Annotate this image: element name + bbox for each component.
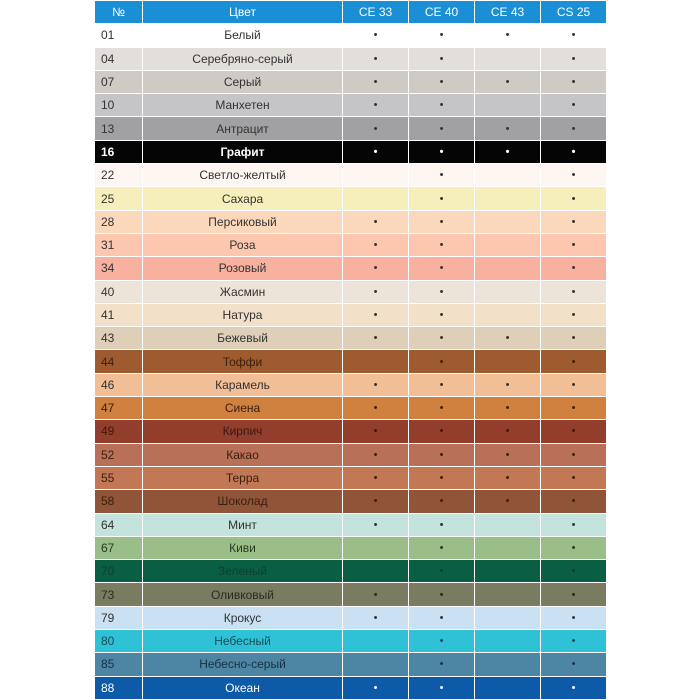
- color-name: Сахара: [143, 187, 343, 210]
- color-code: 07: [95, 70, 143, 93]
- availability-dot: •: [409, 233, 475, 256]
- availability-dot: •: [409, 606, 475, 629]
- availability-dot: •: [475, 327, 541, 350]
- color-table: [94, 0, 607, 700]
- color-code: 52: [95, 443, 143, 466]
- availability-dot: •: [475, 140, 541, 163]
- availability-empty: [475, 350, 541, 373]
- availability-empty: [475, 583, 541, 606]
- availability-dot: •: [409, 303, 475, 326]
- availability-dot: •: [343, 117, 409, 140]
- availability-dot: •: [409, 117, 475, 140]
- color-code: 25: [95, 187, 143, 210]
- availability-empty: [475, 94, 541, 117]
- color-code: 49: [95, 420, 143, 443]
- header-row: [95, 1, 607, 24]
- table-row: [95, 233, 607, 256]
- availability-empty: [343, 630, 409, 653]
- table-row: [95, 140, 607, 163]
- availability-dot: •: [475, 373, 541, 396]
- table-row: [95, 443, 607, 466]
- availability-dot: •: [343, 70, 409, 93]
- availability-empty: [343, 164, 409, 187]
- table-body: [95, 24, 607, 700]
- color-name: Натура: [143, 303, 343, 326]
- availability-dot: •: [343, 397, 409, 420]
- color-code: 70: [95, 560, 143, 583]
- availability-dot: •: [541, 47, 607, 70]
- availability-dot: •: [541, 583, 607, 606]
- color-code: 55: [95, 466, 143, 489]
- table-row: [95, 373, 607, 396]
- availability-dot: •: [409, 420, 475, 443]
- availability-dot: •: [343, 327, 409, 350]
- color-name: Антрацит: [143, 117, 343, 140]
- availability-dot: •: [409, 443, 475, 466]
- availability-dot: •: [409, 560, 475, 583]
- color-name: Роза: [143, 233, 343, 256]
- color-code: 10: [95, 94, 143, 117]
- color-code: 28: [95, 210, 143, 233]
- availability-empty: [475, 653, 541, 676]
- availability-dot: •: [409, 583, 475, 606]
- availability-dot: •: [541, 420, 607, 443]
- table-row: [95, 606, 607, 629]
- header-product: CE 40: [409, 1, 475, 24]
- availability-empty: [475, 47, 541, 70]
- color-name: Карамель: [143, 373, 343, 396]
- availability-empty: [475, 606, 541, 629]
- availability-dot: •: [541, 210, 607, 233]
- availability-dot: •: [541, 373, 607, 396]
- color-name: Графит: [143, 140, 343, 163]
- table-row: [95, 490, 607, 513]
- availability-dot: •: [475, 117, 541, 140]
- color-name: Белый: [143, 24, 343, 47]
- availability-dot: •: [343, 303, 409, 326]
- color-name: Бежевый: [143, 327, 343, 350]
- table-row: [95, 303, 607, 326]
- availability-dot: •: [541, 536, 607, 559]
- header-product: CE 33: [343, 1, 409, 24]
- availability-empty: [343, 187, 409, 210]
- color-name: Сиена: [143, 397, 343, 420]
- availability-dot: •: [541, 327, 607, 350]
- availability-dot: •: [409, 70, 475, 93]
- availability-empty: [475, 164, 541, 187]
- color-name: Оливковый: [143, 583, 343, 606]
- table-row: [95, 70, 607, 93]
- color-code: 88: [95, 676, 143, 699]
- color-code: 44: [95, 350, 143, 373]
- color-name: Жасмин: [143, 280, 343, 303]
- availability-dot: •: [541, 140, 607, 163]
- table-row: [95, 210, 607, 233]
- availability-dot: •: [343, 47, 409, 70]
- header-product: CE 43: [475, 1, 541, 24]
- availability-empty: [475, 536, 541, 559]
- table-row: [95, 560, 607, 583]
- availability-dot: •: [409, 536, 475, 559]
- availability-empty: [475, 280, 541, 303]
- table-row: [95, 676, 607, 699]
- availability-dot: •: [541, 606, 607, 629]
- color-name: Серебряно-серый: [143, 47, 343, 70]
- availability-empty: [475, 303, 541, 326]
- availability-dot: •: [541, 257, 607, 280]
- availability-dot: •: [409, 373, 475, 396]
- availability-empty: [343, 560, 409, 583]
- color-name: Минт: [143, 513, 343, 536]
- availability-dot: •: [541, 676, 607, 699]
- availability-dot: •: [343, 676, 409, 699]
- availability-dot: •: [541, 466, 607, 489]
- color-name: Небесно-серый: [143, 653, 343, 676]
- availability-dot: •: [541, 443, 607, 466]
- table-row: [95, 466, 607, 489]
- availability-dot: •: [343, 24, 409, 47]
- availability-dot: •: [475, 490, 541, 513]
- availability-empty: [475, 513, 541, 536]
- header-color: Цвет: [143, 1, 343, 24]
- availability-dot: •: [541, 653, 607, 676]
- availability-dot: •: [409, 350, 475, 373]
- availability-dot: •: [343, 233, 409, 256]
- availability-dot: •: [343, 140, 409, 163]
- availability-dot: •: [409, 187, 475, 210]
- color-code: 01: [95, 24, 143, 47]
- color-code: 73: [95, 583, 143, 606]
- availability-dot: •: [541, 560, 607, 583]
- availability-dot: •: [475, 443, 541, 466]
- availability-dot: •: [409, 24, 475, 47]
- availability-dot: •: [343, 373, 409, 396]
- availability-dot: •: [541, 70, 607, 93]
- availability-dot: •: [409, 630, 475, 653]
- color-code: 43: [95, 327, 143, 350]
- table-row: [95, 513, 607, 536]
- color-name: Терра: [143, 466, 343, 489]
- availability-dot: •: [343, 466, 409, 489]
- color-name: Тоффи: [143, 350, 343, 373]
- availability-empty: [475, 233, 541, 256]
- availability-empty: [475, 257, 541, 280]
- color-code: 64: [95, 513, 143, 536]
- color-code: 16: [95, 140, 143, 163]
- table-row: [95, 117, 607, 140]
- availability-dot: •: [541, 94, 607, 117]
- color-name: Светло-желтый: [143, 164, 343, 187]
- availability-empty: [343, 536, 409, 559]
- availability-dot: •: [409, 513, 475, 536]
- table-row: [95, 350, 607, 373]
- color-code: 79: [95, 606, 143, 629]
- table-row: [95, 280, 607, 303]
- availability-dot: •: [409, 397, 475, 420]
- availability-dot: •: [343, 420, 409, 443]
- color-name: Океан: [143, 676, 343, 699]
- color-name: Зеленый: [143, 560, 343, 583]
- color-name: Крокус: [143, 606, 343, 629]
- availability-dot: •: [343, 280, 409, 303]
- table-row: [95, 257, 607, 280]
- color-name: Розовый: [143, 257, 343, 280]
- availability-dot: •: [541, 187, 607, 210]
- table-row: [95, 630, 607, 653]
- availability-dot: •: [343, 257, 409, 280]
- availability-dot: •: [343, 94, 409, 117]
- availability-dot: •: [409, 47, 475, 70]
- color-code: 41: [95, 303, 143, 326]
- color-code: 46: [95, 373, 143, 396]
- table-row: [95, 327, 607, 350]
- color-code: 58: [95, 490, 143, 513]
- availability-dot: •: [541, 117, 607, 140]
- header-product: CS 25: [541, 1, 607, 24]
- color-code: 31: [95, 233, 143, 256]
- color-name: Небесный: [143, 630, 343, 653]
- availability-dot: •: [541, 233, 607, 256]
- color-name: Персиковый: [143, 210, 343, 233]
- table-row: [95, 420, 607, 443]
- availability-empty: [475, 676, 541, 699]
- availability-dot: •: [409, 653, 475, 676]
- availability-dot: •: [409, 466, 475, 489]
- availability-dot: •: [541, 490, 607, 513]
- table-row: [95, 653, 607, 676]
- availability-dot: •: [343, 583, 409, 606]
- availability-dot: •: [343, 490, 409, 513]
- color-code: 85: [95, 653, 143, 676]
- availability-dot: •: [541, 303, 607, 326]
- table-row: [95, 164, 607, 187]
- availability-dot: •: [475, 70, 541, 93]
- availability-dot: •: [475, 420, 541, 443]
- availability-dot: •: [541, 397, 607, 420]
- color-code: 22: [95, 164, 143, 187]
- table-row: [95, 583, 607, 606]
- availability-dot: •: [409, 210, 475, 233]
- color-code: 40: [95, 280, 143, 303]
- color-name: Кирпич: [143, 420, 343, 443]
- table-row: [95, 536, 607, 559]
- table-row: [95, 397, 607, 420]
- color-name: Серый: [143, 70, 343, 93]
- color-code: 34: [95, 257, 143, 280]
- availability-dot: •: [475, 24, 541, 47]
- availability-dot: •: [409, 164, 475, 187]
- availability-empty: [343, 350, 409, 373]
- availability-dot: •: [409, 490, 475, 513]
- availability-empty: [343, 653, 409, 676]
- color-code: 13: [95, 117, 143, 140]
- availability-dot: •: [541, 164, 607, 187]
- availability-dot: •: [541, 513, 607, 536]
- availability-dot: •: [343, 606, 409, 629]
- color-name: Киви: [143, 536, 343, 559]
- table-row: [95, 24, 607, 47]
- availability-dot: •: [541, 280, 607, 303]
- availability-dot: •: [409, 140, 475, 163]
- availability-empty: [475, 560, 541, 583]
- availability-dot: •: [409, 327, 475, 350]
- table-row: [95, 94, 607, 117]
- availability-dot: •: [343, 210, 409, 233]
- table-row: [95, 187, 607, 210]
- color-code: 47: [95, 397, 143, 420]
- availability-empty: [475, 187, 541, 210]
- table-header: [95, 1, 607, 24]
- availability-dot: •: [541, 630, 607, 653]
- availability-dot: •: [541, 24, 607, 47]
- color-name: Шоколад: [143, 490, 343, 513]
- availability-empty: [475, 630, 541, 653]
- header-number: №: [95, 1, 143, 24]
- availability-dot: •: [409, 676, 475, 699]
- table-row: [95, 47, 607, 70]
- availability-dot: •: [343, 443, 409, 466]
- availability-empty: [475, 210, 541, 233]
- color-code: 80: [95, 630, 143, 653]
- availability-dot: •: [409, 94, 475, 117]
- availability-dot: •: [409, 280, 475, 303]
- availability-dot: •: [343, 513, 409, 536]
- availability-dot: •: [541, 350, 607, 373]
- color-code: 67: [95, 536, 143, 559]
- color-name: Манхетен: [143, 94, 343, 117]
- availability-dot: •: [475, 466, 541, 489]
- availability-dot: •: [475, 397, 541, 420]
- color-name: Какао: [143, 443, 343, 466]
- availability-dot: •: [409, 257, 475, 280]
- color-code: 04: [95, 47, 143, 70]
